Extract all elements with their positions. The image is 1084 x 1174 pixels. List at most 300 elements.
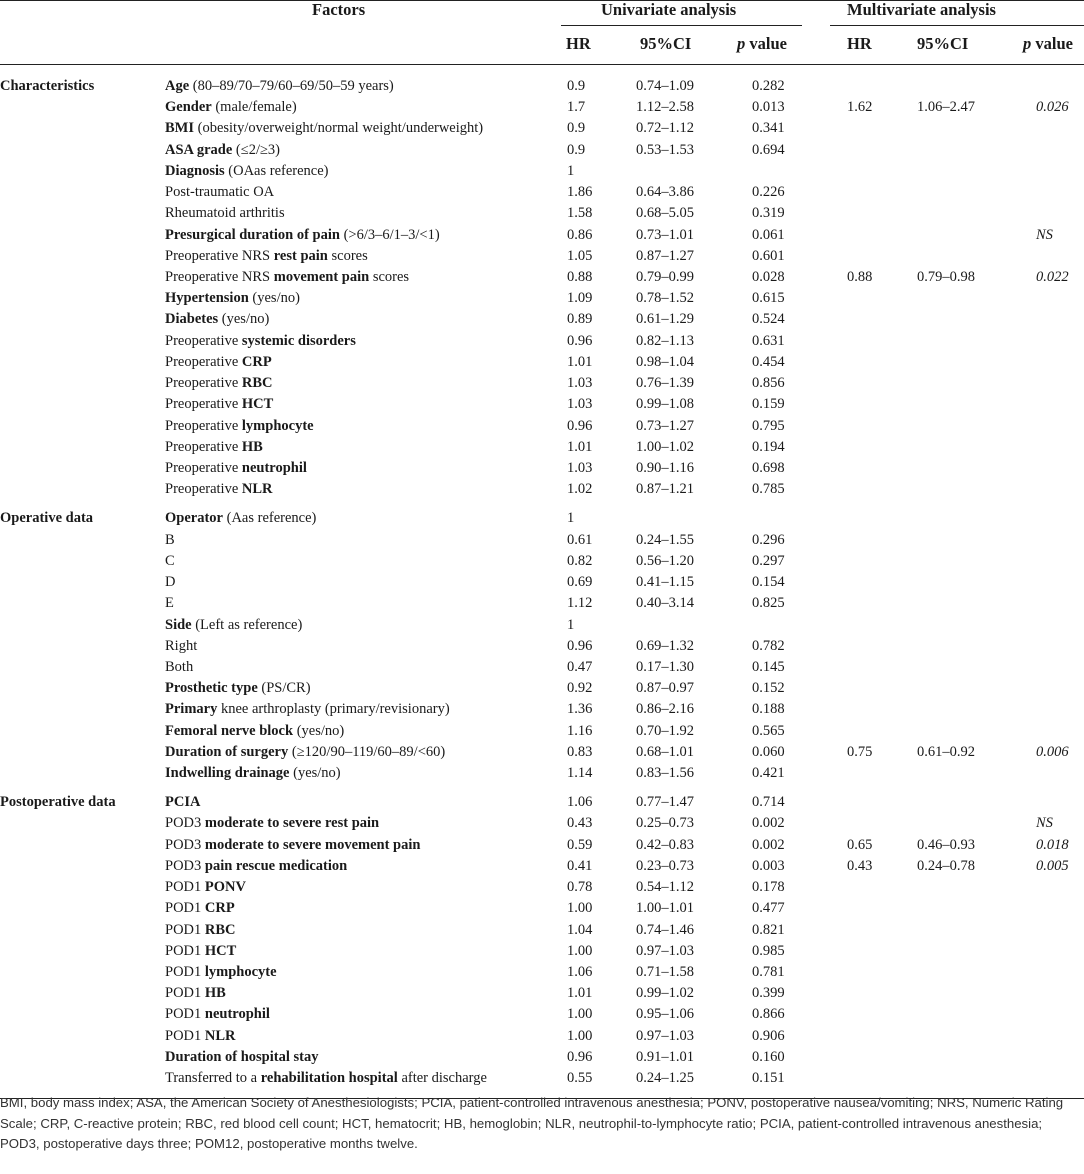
univariate-hr-cell: 1.04 [567,921,593,938]
factor-text: movement pain [273,268,370,285]
univariate-ci-cell: 0.53–1.53 [636,141,694,158]
univariate-hr-cell: 0.43 [567,815,593,832]
multivariate-underline [830,25,1084,26]
multivariate-p-cell: 0.006 [1036,743,1069,760]
univariate-ci-cell: 0.71–1.58 [636,964,694,981]
factor-text: HB [241,438,263,455]
factor-cell [165,636,197,657]
factor-cell [165,76,394,97]
factor-text: Rheumatoid arthritis [165,205,285,222]
univariate-ci-cell: 0.25–0.73 [636,815,694,832]
univariate-p-cell: 0.282 [752,78,785,94]
factor-cell [165,309,269,330]
factor-text: rest pain [273,247,328,264]
univariate-hr-cell: 1.03 [567,396,593,413]
factor-cell [165,530,175,551]
factor-text: PCIA [165,794,201,811]
factor-cell [165,763,341,784]
univariate-hr-cell: 0.88 [567,268,593,285]
univariate-ci-cell: 0.68–5.05 [636,205,694,222]
factor-text: CRP [241,353,272,370]
factor-text: (>6/3–6/1–3/<1) [339,226,440,243]
factor-text: POD1 [165,879,205,896]
univariate-hr-cell: 1.58 [567,205,593,222]
factor-text: POD1 [165,964,205,981]
univariate-underline [561,25,802,26]
factor-text: Indwelling drainage [165,765,290,782]
univariate-p-cell: 0.194 [752,438,785,455]
univariate-p-cell: 0.319 [752,205,785,222]
univariate-hr-cell: 1.02 [567,481,593,498]
univariate-ci-cell: 0.91–1.01 [636,1048,694,1065]
factor-text: Preoperative [165,417,242,434]
univariate-hr-cell: 1.06 [567,794,593,811]
factor-cell [165,941,236,962]
factor-cell [165,458,307,479]
univariate-hr-cell: 0.96 [567,417,593,434]
univariate-ci-cell: 0.24–1.25 [636,1070,694,1087]
factors-header: Factors [312,0,366,19]
univariate-p-cell: 0.615 [752,290,785,307]
multivariate-ci-cell: 1.06–2.47 [917,99,975,116]
univariate-ci-cell: 0.82–1.13 [636,332,694,349]
univariate-hr-cell: 0.9 [567,120,586,137]
univariate-hr-cell: 0.89 [567,311,593,328]
factor-text: scores [369,268,410,285]
univariate-ci-cell: 0.69–1.32 [636,637,694,654]
factor-text: POD1 [165,942,205,959]
univariate-ci-cell: 0.23–0.73 [636,857,694,874]
multivariate-hr-header: HR [847,34,872,53]
univariate-ci-cell: 1.12–2.58 [636,99,694,116]
factor-text: (yes/no) [293,722,345,739]
univariate-ci-cell: 0.99–1.08 [636,396,694,413]
univariate-ci-cell: 0.87–0.97 [636,680,694,697]
univariate-ci-cell: 0.64–3.86 [636,184,694,201]
univariate-hr-cell: 1.01 [567,438,593,455]
factor-text: POD1 [165,1027,205,1044]
univariate-ci-cell: 0.74–1.09 [636,78,694,94]
univariate-p-cell: 0.002 [752,815,785,832]
univariate-hr-cell: 0.83 [567,743,593,760]
univariate-ci-cell: 0.68–1.01 [636,743,694,760]
factor-text: POD1 [165,985,205,1002]
factor-text: (≤2/≥3) [232,141,281,158]
factor-cell [165,1026,236,1047]
factor-cell [165,813,379,834]
multivariate-p-header: p value [1023,34,1073,53]
factor-text: (obesity/overweight/normal weight/underweight) [194,120,484,137]
univariate-ci-cell: 0.95–1.06 [636,1006,694,1023]
univariate-ci-cell: 0.78–1.52 [636,290,694,307]
factor-text: POD3 [165,815,205,832]
univariate-p-cell: 0.003 [752,857,785,874]
univariate-hr-cell: 0.41 [567,857,593,874]
univariate-p-cell: 0.785 [752,481,785,498]
univariate-hr-cell: 1.03 [567,459,593,476]
factor-text: Right [165,637,198,654]
univariate-hr-cell: 1.06 [567,964,593,981]
factor-text: POD1 [165,900,205,917]
factor-text: neutrophil [204,1006,270,1023]
factor-cell [165,983,226,1004]
factor-cell [165,898,235,919]
univariate-ci-cell: 0.24–1.55 [636,531,694,548]
factor-text: (yes/no) [289,765,341,782]
factor-text: Preoperative [165,481,242,498]
factor-cell [165,1068,487,1089]
factor-text: Preoperative [165,375,242,392]
univariate-hr-cell: 1.86 [567,184,593,201]
univariate-ci-cell: 0.79–0.99 [636,268,694,285]
univariate-p-cell: 0.866 [752,1006,785,1023]
univariate-p-cell: 0.631 [752,332,785,349]
factor-text: POD3 [165,857,205,874]
factor-text: Both [165,658,194,675]
multivariate-hr-cell: 0.43 [847,857,873,874]
factor-text: Preoperative [165,459,242,476]
univariate-p-cell: 0.856 [752,375,785,392]
univariate-hr-cell: 0.96 [567,332,593,349]
univariate-p-cell: 0.226 [752,184,785,201]
factor-text: D [165,574,176,591]
factor-text: (80–89/70–79/60–69/50–59 years) [189,78,394,94]
univariate-ci-cell: 0.90–1.16 [636,459,694,476]
factor-cell [165,118,483,139]
factor-text: neutrophil [241,459,307,476]
univariate-hr-cell: 1.00 [567,1027,593,1044]
univariate-p-cell: 0.060 [752,743,785,760]
univariate-ci-header: 95%CI [640,34,692,53]
factor-text: Preoperative [165,332,242,349]
factor-text: Duration of surgery [165,743,289,760]
factor-text: Preoperative [165,353,242,370]
univariate-p-cell: 0.694 [752,141,785,158]
factor-text: (yes/no) [248,290,300,307]
factor-cell [165,699,450,720]
factor-text: Duration of hospital stay [165,1048,319,1065]
univariate-hr-cell: 0.9 [567,78,586,94]
factor-cell [165,962,277,983]
univariate-p-cell: 0.151 [752,1070,785,1087]
univariate-p-cell: 0.906 [752,1027,785,1044]
factor-text: rehabilitation hospital [260,1070,398,1087]
univariate-hr-cell: 0.96 [567,1048,593,1065]
factor-text: Preoperative NRS [165,247,274,264]
univariate-p-cell: 0.159 [752,396,785,413]
factor-cell [165,877,246,898]
univariate-hr-cell: 1.00 [567,900,593,917]
univariate-hr-cell: 1.00 [567,1006,593,1023]
univariate-ci-cell: 1.00–1.02 [636,438,694,455]
univariate-ci-cell: 0.72–1.12 [636,120,694,137]
factor-cell [165,437,263,458]
univariate-ci-cell: 0.97–1.03 [636,1027,694,1044]
univariate-p-cell: 0.145 [752,658,785,675]
univariate-hr-cell: 1.01 [567,353,593,370]
univariate-p-cell: 0.341 [752,120,785,137]
factor-cell [165,352,272,373]
factor-cell [165,416,314,437]
factor-text: POD3 [165,836,205,853]
factor-text: Femoral nerve block [165,722,294,739]
univariate-header: Univariate analysis [601,0,737,19]
factor-cell [165,331,356,352]
factor-text: Age [165,78,190,94]
univariate-hr-cell: 1.03 [567,375,593,392]
multivariate-ci-cell: 0.24–0.78 [917,857,975,874]
univariate-ci-cell: 0.61–1.29 [636,311,694,328]
factor-text: (male/female) [211,99,297,116]
factor-text: PONV [204,879,246,896]
factor-cell [165,373,273,394]
univariate-p-cell: 0.297 [752,552,785,569]
univariate-hr-cell: 1.05 [567,247,593,264]
factor-cell [165,742,445,763]
univariate-hr-cell: 1.00 [567,942,593,959]
factor-cell [165,267,409,288]
univariate-ci-cell: 0.74–1.46 [636,921,694,938]
univariate-p-header: p value [737,34,787,53]
factor-text: NLR [241,481,273,498]
factor-cell [165,721,344,742]
univariate-p-cell: 0.160 [752,1048,785,1065]
factor-text: Transferred to a [165,1070,261,1087]
multivariate-ci-header: 95%CI [917,34,969,53]
multivariate-p-cell: 0.022 [1036,268,1069,285]
factor-cell [165,288,300,309]
factor-text: HCT [204,942,237,959]
univariate-ci-cell: 0.70–1.92 [636,722,694,739]
factor-text: Side [165,616,192,633]
multivariate-p-cell: NS [1036,815,1053,832]
univariate-p-cell: 0.421 [752,765,785,782]
factor-text: HCT [241,396,274,413]
factor-cell [165,225,440,246]
factor-text: knee arthroplasty (primary/revisionary) [217,701,450,718]
univariate-hr-cell: 1 [567,616,575,633]
factor-text: RBC [241,375,273,392]
univariate-hr-cell: 0.61 [567,531,593,548]
univariate-ci-cell: 0.86–2.16 [636,701,694,718]
factor-text: CRP [204,900,235,917]
univariate-hr-cell: 0.96 [567,637,593,654]
univariate-ci-cell: 0.73–1.01 [636,226,694,243]
univariate-ci-cell: 0.87–1.27 [636,247,694,264]
factor-cell [165,394,273,415]
univariate-hr-cell: 1.01 [567,985,593,1002]
univariate-ci-cell: 0.97–1.03 [636,942,694,959]
univariate-p-cell: 0.781 [752,964,785,981]
factor-text: systemic disorders [241,332,356,349]
univariate-p-cell: 0.524 [752,311,785,328]
factor-text: Presurgical duration of pain [165,226,340,243]
univariate-ci-cell: 0.41–1.15 [636,574,694,591]
factor-text: Diagnosis [165,162,225,179]
factor-cell [165,920,236,941]
factor-text: (Left as reference) [191,616,303,633]
factor-text: lymphocyte [241,417,314,434]
factor-text: Preoperative [165,438,242,455]
multivariate-ci-cell: 0.46–0.93 [917,836,975,853]
univariate-hr-cell: 0.59 [567,836,593,853]
univariate-ci-cell: 0.77–1.47 [636,794,694,811]
multivariate-header: Multivariate analysis [847,0,996,19]
factor-text: POD1 [165,1006,205,1023]
factor-text: HB [204,985,226,1002]
univariate-hr-cell: 0.82 [567,552,593,569]
univariate-hr-cell: 1.7 [567,99,586,116]
factor-text: (Aas reference) [222,510,317,527]
factor-text: ASA grade [165,141,233,158]
univariate-p-cell: 0.477 [752,900,785,917]
univariate-p-cell: 0.714 [752,794,785,811]
factor-text: RBC [204,921,236,938]
section-label: Operative data [0,510,94,527]
univariate-ci-cell: 0.56–1.20 [636,552,694,569]
factor-cell [165,835,420,856]
univariate-p-cell: 0.565 [752,722,785,739]
univariate-hr-cell: 0.78 [567,879,593,896]
section-label: Characteristics [0,78,95,94]
univariate-hr-cell: 0.47 [567,658,593,675]
factor-cell [165,479,273,500]
multivariate-p-cell: 0.026 [1036,99,1069,116]
factor-cell [165,856,347,877]
factor-text: C [165,552,175,569]
univariate-hr-cell: 1.09 [567,290,593,307]
univariate-hr-header: HR [566,34,591,53]
multivariate-hr-cell: 0.75 [847,743,873,760]
multivariate-hr-cell: 0.65 [847,836,873,853]
header-bottom-rule [0,64,1084,65]
univariate-ci-cell: 0.17–1.30 [636,658,694,675]
univariate-ci-cell: 0.42–0.83 [636,836,694,853]
factor-cell [165,508,316,529]
univariate-ci-cell: 0.40–3.14 [636,595,694,612]
factor-cell [165,657,193,678]
factor-cell [165,1004,270,1025]
univariate-p-cell: 0.782 [752,637,785,654]
factor-cell [165,678,311,699]
factor-text: E [165,595,174,612]
univariate-p-cell: 0.454 [752,353,785,370]
multivariate-p-cell: 0.018 [1036,836,1069,853]
factor-text: B [165,531,175,548]
factor-text: lymphocyte [204,964,277,981]
univariate-ci-cell: 0.76–1.39 [636,375,694,392]
factor-text: Diabetes [165,311,219,328]
univariate-ci-cell: 0.99–1.02 [636,985,694,1002]
univariate-p-cell: 0.178 [752,879,785,896]
multivariate-p-cell: 0.005 [1036,857,1069,874]
factor-text: Hypertension [165,290,249,307]
factor-text: Preoperative [165,396,242,413]
factor-text: (OAas reference) [224,162,329,179]
univariate-hr-cell: 0.69 [567,574,593,591]
factor-text: moderate to severe rest pain [204,815,380,832]
factor-text: NLR [204,1027,236,1044]
factor-text: scores [327,247,368,264]
factor-cell [165,140,280,161]
factor-text: pain rescue medication [204,857,348,874]
factor-cell [165,97,297,118]
factor-text: BMI [165,120,194,137]
univariate-ci-cell: 0.98–1.04 [636,353,694,370]
univariate-p-cell: 0.399 [752,985,785,1002]
univariate-hr-cell: 0.86 [567,226,593,243]
multivariate-ci-cell: 0.79–0.98 [917,268,975,285]
multivariate-p-cell: NS [1036,226,1053,243]
factor-cell [165,593,174,614]
factor-cell [165,792,200,813]
univariate-ci-cell: 0.87–1.21 [636,481,694,498]
univariate-p-cell: 0.154 [752,574,785,591]
univariate-p-cell: 0.002 [752,836,785,853]
univariate-p-cell: 0.013 [752,99,785,116]
factor-text: Preoperative NRS [165,268,274,285]
factor-cell [165,182,274,203]
multivariate-hr-cell: 0.88 [847,268,873,285]
factor-text: (≥120/90–119/60–89/<60) [288,743,446,760]
univariate-p-cell: 0.795 [752,417,785,434]
factor-text: Operator [165,510,223,527]
univariate-p-cell: 0.152 [752,680,785,697]
factor-cell [165,161,328,182]
factor-text: moderate to severe movement pain [204,836,421,853]
section-label: Postoperative data [0,794,116,811]
multivariate-ci-cell: 0.61–0.92 [917,743,975,760]
univariate-p-cell: 0.028 [752,268,785,285]
univariate-hr-cell: 0.55 [567,1070,593,1087]
univariate-p-cell: 0.698 [752,459,785,476]
factor-text: Post-traumatic OA [165,184,275,201]
univariate-hr-cell: 1.36 [567,701,593,718]
factor-cell [165,551,175,572]
table-footnote: BMI, body mass index; ASA, the American Society of Anesthesiologists; PCIA, patient-controlled intravenous anesthesia; PONV, postoperative nausea/vomiting; NRS, Numeric Rating Scale; CRP, C-reactive protein; RBC, red blood cell count; HCT, hematocrit; HB, hemoglobin; NLR, neutrophil-to-lymphocyte ratio; PCIA, patient-controlled intravenous anesthesia; POD3, postoperative days three; POM12, postoperative months twelve. [0,1095,1064,1152]
factor-text: Primary [165,701,218,718]
univariate-ci-cell: 0.83–1.56 [636,765,694,782]
univariate-ci-cell: 0.54–1.12 [636,879,694,896]
factor-text: after discharge [397,1070,487,1087]
factor-text: POD1 [165,921,205,938]
univariate-hr-cell: 1 [567,162,575,179]
univariate-p-cell: 0.825 [752,595,785,612]
factor-cell [165,1047,318,1068]
univariate-hr-cell: 0.92 [567,680,593,697]
univariate-p-cell: 0.985 [752,942,785,959]
univariate-ci-cell: 0.73–1.27 [636,417,694,434]
univariate-p-cell: 0.061 [752,226,785,243]
univariate-hr-cell: 0.9 [567,141,586,158]
univariate-ci-cell: 1.00–1.01 [636,900,694,917]
factor-text: (yes/no) [218,311,270,328]
univariate-hr-cell: 1.12 [567,595,593,612]
univariate-p-cell: 0.821 [752,921,785,938]
univariate-hr-cell: 1 [567,510,575,527]
factor-text: Prosthetic type [165,680,258,697]
factor-cell [165,572,175,593]
factor-text: Gender [165,99,212,116]
univariate-p-cell: 0.188 [752,701,785,718]
multivariate-hr-cell: 1.62 [847,99,873,116]
univariate-hr-cell: 1.16 [567,722,593,739]
factor-cell [165,246,368,267]
factor-text: (PS/CR) [257,680,311,697]
univariate-p-cell: 0.296 [752,531,785,548]
factor-cell [165,203,285,224]
factor-cell [165,615,302,636]
